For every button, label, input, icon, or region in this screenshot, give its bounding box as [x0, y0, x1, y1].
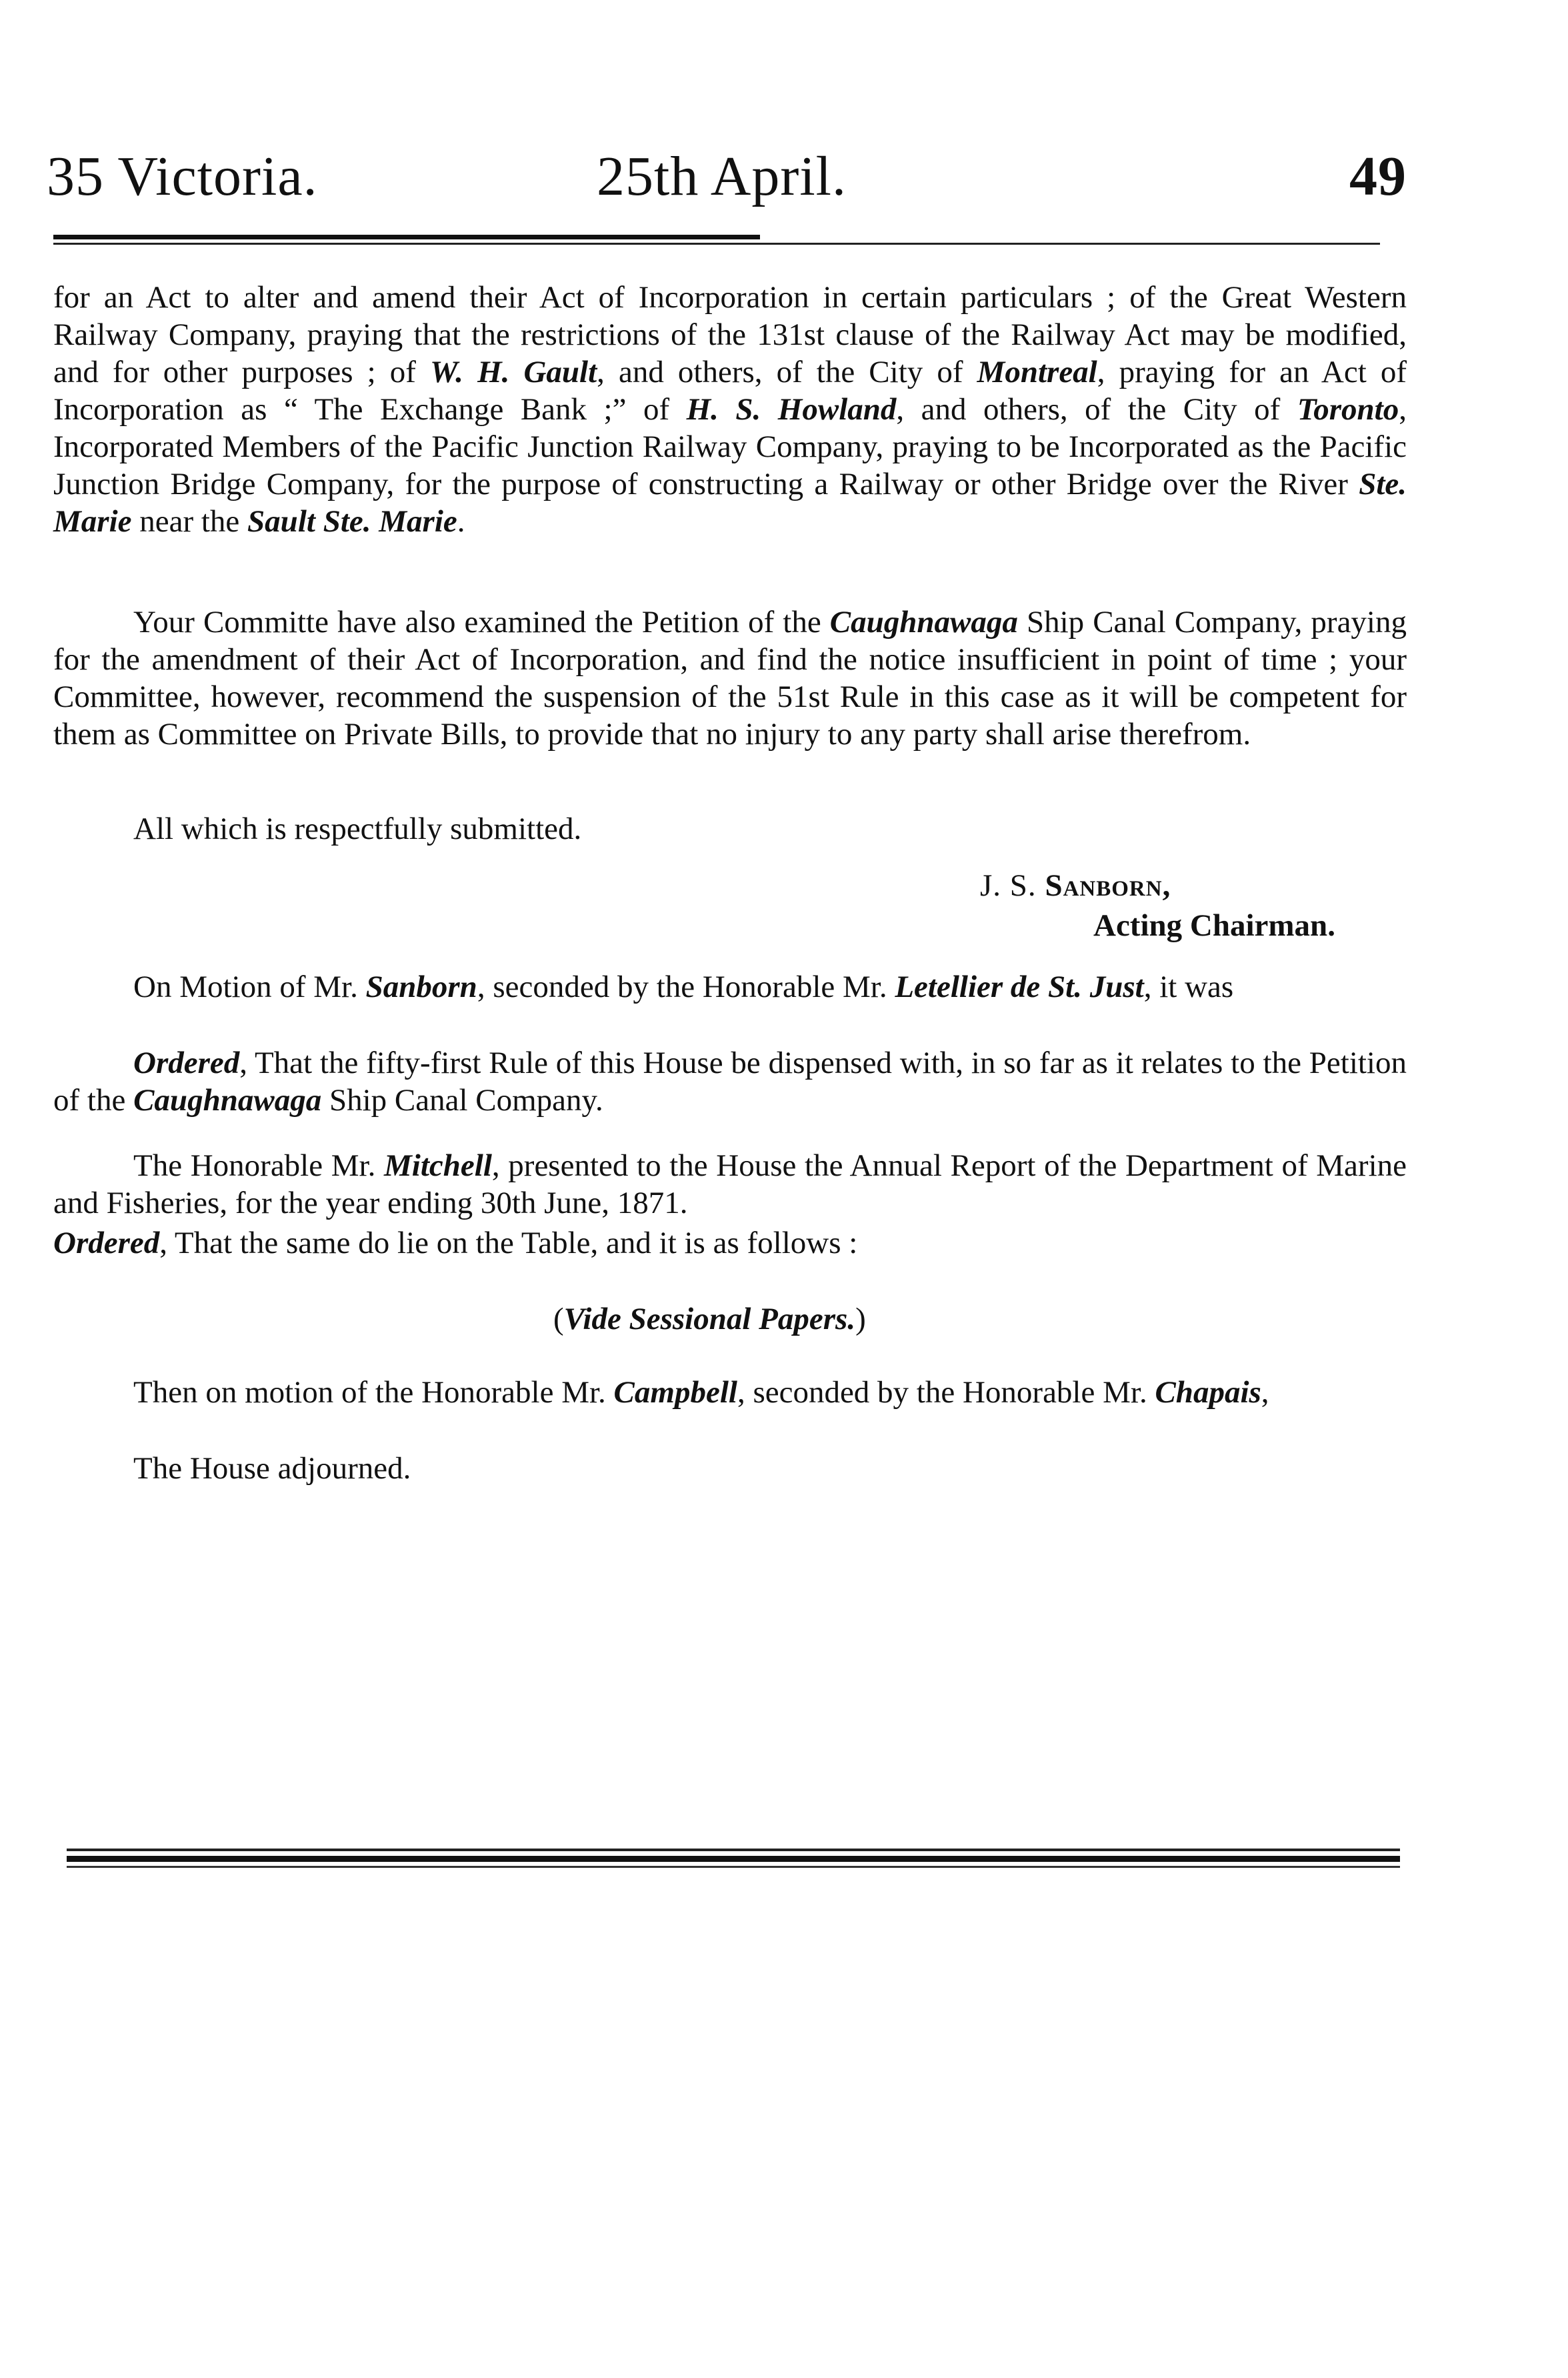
text-run: , and others, of the City of [896, 392, 1297, 427]
footer-rule-thin-lower [67, 1866, 1400, 1868]
footer-rule-thin [67, 1849, 1400, 1851]
paren-close: ) [855, 1302, 866, 1336]
name-mitchell: Mitchell [384, 1148, 492, 1183]
text-run: Ship Canal Company, praying for the amendment of their Act of Incorporation, and find the notice insufficient in point of time ; your Committee, however, recommend the suspension of the 51st Rule in this case as it will be competent for them as Committee on Private Bills, to provide that no injury to any party shall arise therefrom. [53, 605, 1407, 752]
name-sanborn: Sanborn [365, 970, 477, 1004]
text-run: for an Act to alter and amend their Act of Incorporation in certain particulars ; of the Great Western Railway Company, praying that the restrictions of the 131st clause of the Railway Act may be modified, and for other purposes ; of [53, 280, 1407, 389]
text-run: Your Committe have also examined the Petition of the [133, 605, 830, 640]
paragraph-motion [53, 968, 1407, 1006]
place-sault-ste-marie: Sault Ste. Marie [247, 504, 457, 539]
paragraph-petitions-continued [53, 279, 1407, 540]
header-date: 25th April. [597, 145, 847, 207]
paragraph-caughnawaga-petition [53, 604, 1407, 753]
text-run: , That the fifty-first Rule of this House be dispensed with, in so far as it relates to the Petition of the [53, 1046, 1407, 1118]
vide-sessional-papers [553, 1300, 866, 1338]
place-caughnawaga: Caughnawaga [133, 1083, 322, 1118]
page-number: 49 [1349, 145, 1407, 207]
signature-surname: Sanborn, [1045, 868, 1171, 903]
text-run: , presented to the House the Annual Report of the Department of Marine and Fisheries, for the year ending 30th June, 1871. [53, 1148, 1407, 1220]
ordered-label: Ordered [53, 1226, 160, 1260]
paragraph-adjourn-motion [53, 1374, 1407, 1411]
text-run: , [1261, 1375, 1269, 1410]
paragraph-annual-report [53, 1147, 1407, 1222]
name-gault: W. H. Gault [429, 355, 597, 389]
header-rule-thick [53, 235, 760, 239]
vide-text: Vide Sessional Papers. [563, 1302, 856, 1336]
text-run: , Incorporated Members of the Pacific Junction Railway Company, praying to be Incorporated as the Pacific Junction Bridge Company, for the purpose of constructing a Railway or other Bridge over the River [53, 392, 1407, 501]
paragraph-adjourned: The House adjourned. [133, 1451, 411, 1486]
paragraph-submitted: All which is respectfully submitted. [133, 812, 582, 846]
footer-rule-thick [67, 1856, 1400, 1862]
text-run: , seconded by the Honorable Mr. [477, 970, 895, 1004]
text-run: , seconded by the Honorable Mr. [737, 1375, 1155, 1410]
paragraph-ordered-table [53, 1224, 1407, 1262]
name-howland: H. S. Howland [686, 392, 897, 427]
text-run: The Honorable Mr. [133, 1148, 384, 1183]
text-run: Ship Canal Company. [321, 1083, 603, 1118]
name-chapais: Chapais [1155, 1375, 1261, 1410]
name-letellier: Letellier de St. Just [895, 970, 1144, 1004]
signature-title: Acting Chairman. [1093, 908, 1335, 943]
text-run: . [457, 504, 465, 539]
place-montreal: Montreal [977, 355, 1097, 389]
text-run: Then on motion of the Honorable Mr. [133, 1375, 614, 1410]
text-run: near the [131, 504, 248, 539]
text-run: , it was [1143, 970, 1234, 1004]
signature-initials: J. S. [980, 868, 1045, 903]
page-header [47, 140, 1407, 213]
header-session: 35 Victoria. [47, 145, 318, 207]
text-run: On Motion of Mr. [133, 970, 366, 1004]
place-caughnawaga: Caughnawaga [829, 605, 1018, 640]
paragraph-ordered-rule [53, 1044, 1407, 1119]
place-ste-marie: Ste. Marie [53, 467, 1407, 539]
paren-open: ( [553, 1302, 564, 1336]
text-run: , and others, of the City of [597, 355, 977, 389]
ordered-label: Ordered [133, 1046, 240, 1080]
name-campbell: Campbell [613, 1375, 737, 1410]
header-rule-thin [53, 243, 1380, 245]
signature-name [980, 867, 1171, 904]
place-toronto: Toronto [1297, 392, 1399, 427]
text-run: , praying for an Act of Incorporation as “ The Exchange Bank ;” of [53, 355, 1407, 427]
text-run: , That the same do lie on the Table, and it is as follows : [159, 1226, 858, 1260]
